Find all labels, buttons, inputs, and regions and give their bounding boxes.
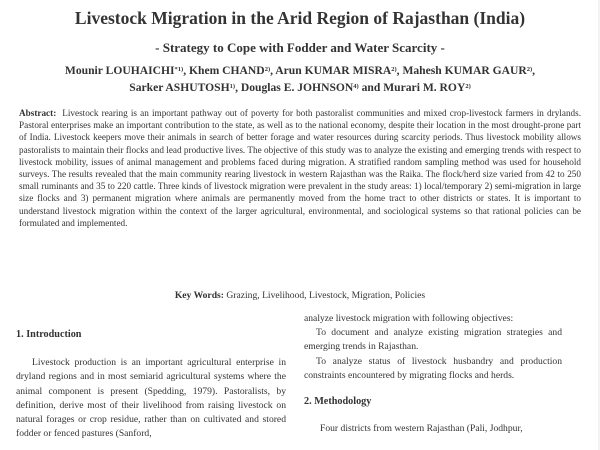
objective-item: To document and analyze existing migration strategies and emerging trends in Rajasthan. [304,327,562,353]
author: Murari M. ROY$^{2)}$ [383,81,471,94]
section-heading-methodology: 2. Methodology [304,396,372,408]
keywords-text: Grazing, Livelihood, Livestock, Migration, Policies [226,290,426,301]
keywords [0,290,600,301]
objective-item: To analyze status of livestock husbandry and production constraints encountered by migrating flocks and herds. [304,355,562,381]
author: Sarker ASHUTOSH$^{1)}$, [129,81,241,94]
left-column [16,312,286,441]
section-heading-introduction: 1. Introduction [16,329,82,340]
paper-title: Livestock Migration in the Arid Region of Rajasthan (India) [74,8,526,28]
paper-subtitle: - Strategy to Cope with Fodder and Water Scarcity - [155,40,445,55]
methodology-paragraph: Four districts from western Rajasthan (Pali, Jodhpur, [320,423,523,435]
author: Mahesh KUMAR GAUR$^{2)}$, [402,64,536,77]
author: Arun KUMAR MISRA$^{2)}$, [275,64,403,77]
abstract [19,107,581,229]
author: Khem CHAND$^{2)}$, [189,64,276,77]
introduction-paragraph: Livestock production is an important agricultural enterprise in dryland regions and in most semiarid agricultural systems where the animal component is present (Spedding, 1979). Pastoralists, by definition, derive most of their livelihood from raising livestock on natural forages or crop residue, rather than on cultivated and stored fodder or fenced pastures (Sanford, [16,357,286,440]
abstract-label: Abstract: [19,108,57,118]
right-column [304,312,562,436]
objectives-intro: analyze livestock migration with following objectives: [304,313,514,324]
author: Mounir LOUHAICHI$^{*1)}$, [64,64,189,77]
author-list [0,62,600,96]
keywords-label: Key Words: [174,290,224,301]
abstract-text: Livestock rearing is an important pathway out of poverty for both pastoralist communities and mixed crop-livestock farmers in drylands. Pastoral enterprises make an important contribution to the state, as well as to the national economy, despite their location in the most drought-prone part of India. Livestock keepers move their animals in search of better forage and water resources during scarcity periods. Thus livestock mobility allows pastoralists to maintain their flocks and lead productive lives. The objective of this study was to analyze the existing and emerging trends with respect to livestock mobility, issues of animal management and problems faced during migration. A stratified random sampling method was used for household surveys. The results revealed that the main community rearing livestock in western Rajasthan was the Raika. The flock/herd size varied from 42 to 250 small ruminants and 35 to 220 cattle. Three kinds of livestock migration were prevalent in the study areas: 1) local/temporary 2) semi-migration in large size flocks and 3) permanent migration where animals are permanently moved from the home tract to other districts or states. It is important to understand livestock migration within the context of the larger agricultural, environmental, and sociological systems so that rational policies can be formulated and implemented. [19,108,581,228]
author: Douglas E. JOHNSON$^{4)}$ and [240,81,384,94]
